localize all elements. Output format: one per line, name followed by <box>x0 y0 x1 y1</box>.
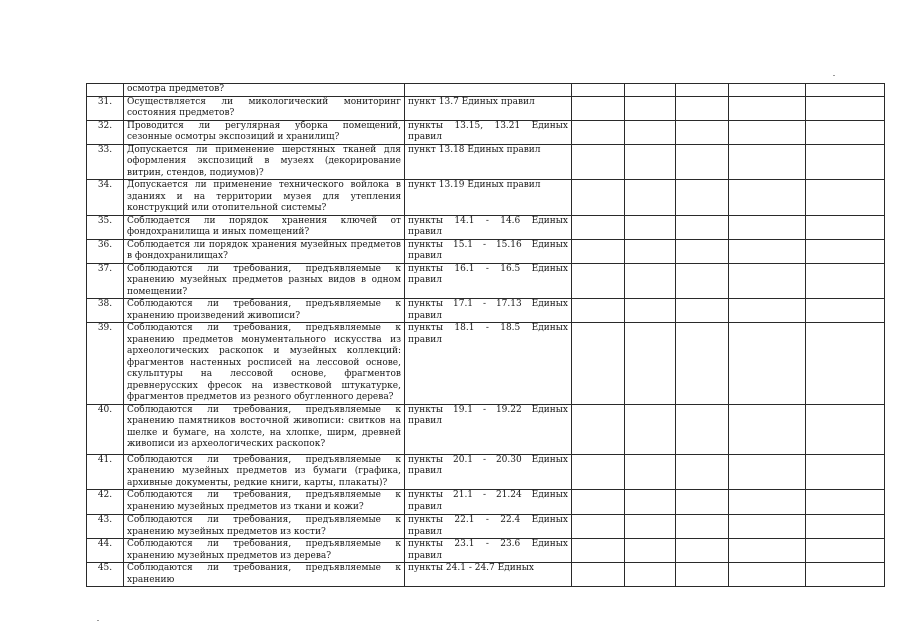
answer-cell <box>572 239 625 263</box>
answer-cell <box>806 563 885 587</box>
answer-cell <box>625 96 676 120</box>
table-row <box>87 96 885 120</box>
answer-cell <box>572 263 625 299</box>
table-row <box>87 239 885 263</box>
answer-cell <box>729 454 806 490</box>
answer-cell <box>676 84 729 97</box>
row-number: 34. <box>87 180 124 216</box>
requirement-reference: пункты 13.15, 13.21 Единых правил <box>405 120 572 144</box>
table-row <box>87 299 885 323</box>
question-cell: Проводится ли регулярная уборка помещений, сезонные осмотры экспозиций и хранилищ? <box>124 120 405 144</box>
requirement-reference: пункты 15.1 - 15.16 Единых правил <box>405 239 572 263</box>
answer-cell <box>625 239 676 263</box>
answer-cell <box>572 454 625 490</box>
requirement-reference: пункты 17.1 - 17.13 Единых правил <box>405 299 572 323</box>
answer-cell <box>625 539 676 563</box>
row-number: 45. <box>87 563 124 587</box>
answer-cell <box>729 323 806 405</box>
row-number: 42. <box>87 490 124 515</box>
question-cell: Допускается ли применение шерстяных тканей для оформления экспозиций в музеях (декорирование витрин, стендов, подиумов)? <box>124 144 405 180</box>
answer-cell <box>806 120 885 144</box>
answer-cell <box>676 404 729 454</box>
answer-cell <box>676 96 729 120</box>
answer-cell <box>572 120 625 144</box>
answer-cell <box>806 539 885 563</box>
table-row <box>87 323 885 405</box>
requirement-reference: пункты 18.1 - 18.5 Единых правил <box>405 323 572 405</box>
answer-cell <box>729 96 806 120</box>
question-cell: Соблюдаются ли требования, предъявляемые к хранению музейных предметов из бумаги (графика, архивные документы, редкие книги, карты, плакаты)? <box>124 454 405 490</box>
answer-cell <box>729 563 806 587</box>
answer-cell <box>625 454 676 490</box>
answer-cell <box>729 84 806 97</box>
requirement-reference: пункты 24.1 - 24.7 Единых <box>405 563 572 587</box>
answer-cell <box>625 515 676 539</box>
requirement-reference: пункты 14.1 - 14.6 Единых правил <box>405 215 572 239</box>
question-cell: Соблюдается ли порядок хранения ключей от фондохранилища и иных помещений? <box>124 215 405 239</box>
answer-cell <box>572 490 625 515</box>
table-row <box>87 144 885 180</box>
answer-cell <box>729 515 806 539</box>
requirement-reference: пункты 19.1 - 19.22 Единых правил <box>405 404 572 454</box>
answer-cell <box>729 299 806 323</box>
answer-cell <box>806 404 885 454</box>
answer-cell <box>806 84 885 97</box>
table-row <box>87 180 885 216</box>
answer-cell <box>806 96 885 120</box>
question-cell: Соблюдаются ли требования, предъявляемые к хранению музейных предметов из кости? <box>124 515 405 539</box>
answer-cell <box>806 323 885 405</box>
answer-cell <box>729 120 806 144</box>
answer-cell <box>676 144 729 180</box>
question-cell: Соблюдаются ли требования, предъявляемые к хранению музейных предметов из дерева? <box>124 539 405 563</box>
answer-cell <box>729 239 806 263</box>
answer-cell <box>572 563 625 587</box>
question-cell: осмотра предметов? <box>124 84 405 97</box>
answer-cell <box>572 215 625 239</box>
answer-cell <box>625 263 676 299</box>
answer-cell <box>806 180 885 216</box>
scan-speck <box>97 620 99 621</box>
row-number: 32. <box>87 120 124 144</box>
row-number: 40. <box>87 404 124 454</box>
answer-cell <box>676 539 729 563</box>
table-row <box>87 120 885 144</box>
requirement-reference: пункт 13.19 Единых правил <box>405 180 572 216</box>
answer-cell <box>729 404 806 454</box>
question-cell: Соблюдаются ли требования, предъявляемые к хранению <box>124 563 405 587</box>
answer-cell <box>625 404 676 454</box>
answer-cell <box>676 454 729 490</box>
requirement-reference <box>405 84 572 97</box>
answer-cell <box>676 490 729 515</box>
requirement-reference: пункты 21.1 - 21.24 Единых правил <box>405 490 572 515</box>
answer-cell <box>572 323 625 405</box>
answer-cell <box>806 454 885 490</box>
table-row <box>87 539 885 563</box>
row-number <box>87 84 124 97</box>
answer-cell <box>806 490 885 515</box>
answer-cell <box>572 404 625 454</box>
table-row <box>87 454 885 490</box>
row-number: 35. <box>87 215 124 239</box>
question-cell: Допускается ли применение технического войлока в зданиях и на территории музея для утепления конструкций или отопительной системы? <box>124 180 405 216</box>
row-number: 36. <box>87 239 124 263</box>
checklist-rows <box>87 84 885 587</box>
answer-cell <box>676 323 729 405</box>
question-cell: Соблюдаются ли требования, предъявляемые к хранению произведений живописи? <box>124 299 405 323</box>
answer-cell <box>625 563 676 587</box>
table-row <box>87 515 885 539</box>
answer-cell <box>729 263 806 299</box>
table-row <box>87 263 885 299</box>
question-cell: Соблюдаются ли требования, предъявляемые к хранению музейных предметов из ткани и кожи? <box>124 490 405 515</box>
answer-cell <box>572 96 625 120</box>
answer-cell <box>625 144 676 180</box>
answer-cell <box>625 84 676 97</box>
answer-cell <box>625 490 676 515</box>
row-number: 33. <box>87 144 124 180</box>
table-row <box>87 490 885 515</box>
answer-cell <box>572 144 625 180</box>
question-cell: Соблюдаются ли требования, предъявляемые к хранению памятников восточной живописи: свитков на шелке и бумаге, на холсте, на хлопке, ширм, древней живописи из археологических раскопок? <box>124 404 405 454</box>
answer-cell <box>572 299 625 323</box>
answer-cell <box>572 539 625 563</box>
answer-cell <box>625 215 676 239</box>
question-cell: Соблюдаются ли требования, предъявляемые к хранению музейных предметов разных видов в одном помещении? <box>124 263 405 299</box>
answer-cell <box>572 180 625 216</box>
answer-cell <box>729 490 806 515</box>
answer-cell <box>806 515 885 539</box>
answer-cell <box>625 180 676 216</box>
checklist-table <box>86 83 885 587</box>
answer-cell <box>676 563 729 587</box>
answer-cell <box>625 323 676 405</box>
answer-cell <box>676 120 729 144</box>
answer-cell <box>806 239 885 263</box>
scan-speck <box>833 75 835 76</box>
answer-cell <box>676 299 729 323</box>
question-cell: Осуществляется ли микологический мониторинг состояния предметов? <box>124 96 405 120</box>
row-number: 44. <box>87 539 124 563</box>
answer-cell <box>676 215 729 239</box>
row-number: 38. <box>87 299 124 323</box>
answer-cell <box>676 239 729 263</box>
requirement-reference: пункт 13.7 Единых правил <box>405 96 572 120</box>
answer-cell <box>676 180 729 216</box>
answer-cell <box>676 515 729 539</box>
row-number: 37. <box>87 263 124 299</box>
question-cell: Соблюдаются ли требования, предъявляемые к хранению предметов монументального искусства из археологических раскопок и музейных коллекций: фрагментов настенных росписей на лессовой основе, скульптуры на лессовой основе, фрагментов древнерусских фресок на известковой штукатурке, фрагментов предметов из резного обугленного дерева? <box>124 323 405 405</box>
answer-cell <box>572 515 625 539</box>
answer-cell <box>806 215 885 239</box>
table-row <box>87 215 885 239</box>
table-row <box>87 563 885 587</box>
requirement-reference: пункты 20.1 - 20.30 Единых правил <box>405 454 572 490</box>
answer-cell <box>625 120 676 144</box>
row-number: 31. <box>87 96 124 120</box>
answer-cell <box>806 144 885 180</box>
table-row <box>87 84 885 97</box>
answer-cell <box>729 539 806 563</box>
row-number: 41. <box>87 454 124 490</box>
answer-cell <box>806 299 885 323</box>
requirement-reference: пункты 16.1 - 16.5 Единых правил <box>405 263 572 299</box>
table-row <box>87 404 885 454</box>
requirement-reference: пункты 23.1 - 23.6 Единых правил <box>405 539 572 563</box>
answer-cell <box>676 263 729 299</box>
answer-cell <box>806 263 885 299</box>
answer-cell <box>729 180 806 216</box>
row-number: 43. <box>87 515 124 539</box>
answer-cell <box>572 84 625 97</box>
requirement-reference: пункты 22.1 - 22.4 Единых правил <box>405 515 572 539</box>
requirement-reference: пункт 13.18 Единых правил <box>405 144 572 180</box>
answer-cell <box>729 215 806 239</box>
answer-cell <box>625 299 676 323</box>
row-number: 39. <box>87 323 124 405</box>
answer-cell <box>729 144 806 180</box>
question-cell: Соблюдается ли порядок хранения музейных предметов в фондохранилищах? <box>124 239 405 263</box>
